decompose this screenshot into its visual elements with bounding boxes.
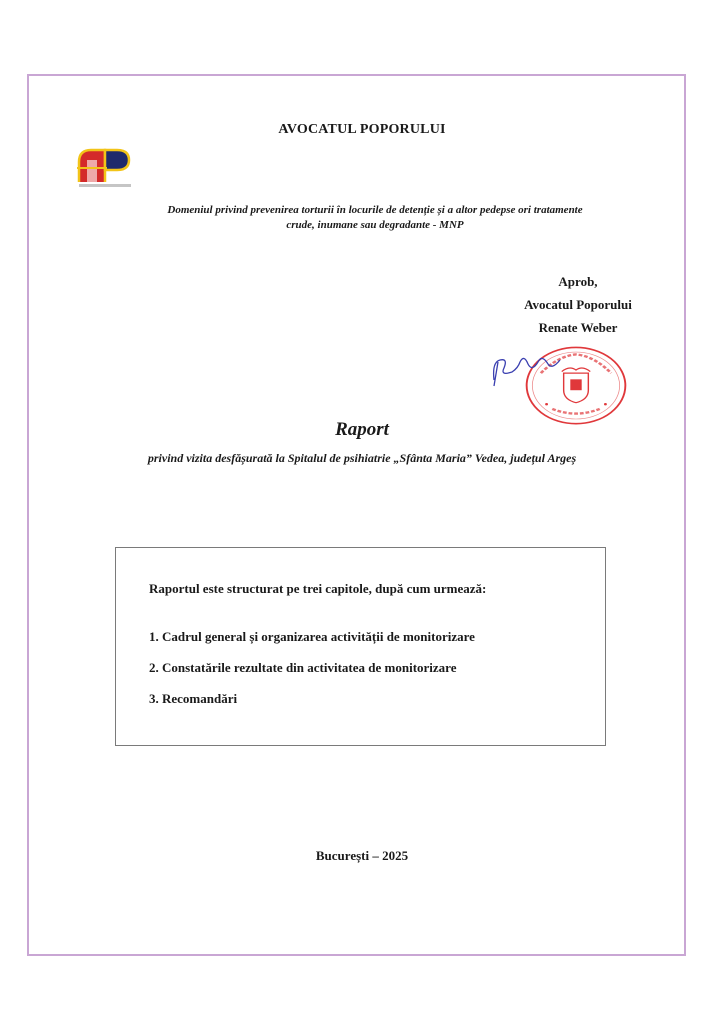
organization-logo <box>75 146 133 190</box>
report-title: Raport <box>335 419 389 440</box>
structure-intro: Raportul este structurat pe trei capitole, după cum urmează: <box>149 581 487 596</box>
chapter-item: 2. Constatările rezultate din activitatea de monitorizare <box>149 660 457 675</box>
domain-line-1: Domeniul privind prevenirea torturii în locurile de detenție și a altor pedepse ori tratamente <box>167 204 583 216</box>
domain-line-2: crude, inumane sau degradante - MNP <box>286 219 464 231</box>
approval-label: Aprob, <box>558 274 598 289</box>
domain-description <box>140 203 610 233</box>
report-subtitle: privind vizita desfășurată la Spitalul de psihiatrie „Sfânta Maria” Vedea, județul Argeș <box>147 451 577 465</box>
report-structure-box <box>115 547 606 746</box>
signature-icon <box>486 340 566 390</box>
approval-block <box>498 270 658 339</box>
handwritten-signature <box>486 340 566 390</box>
chapter-item: 3. Recomandări <box>149 691 238 706</box>
ap-logo-icon <box>75 146 133 190</box>
approval-role: Avocatul Poporului <box>524 297 632 312</box>
chapter-list <box>149 628 475 721</box>
chapter-item: 1. Cadrul general și organizarea activității de monitorizare <box>149 629 475 644</box>
place-and-year: București – 2025 <box>315 848 409 863</box>
approval-name: Renate Weber <box>538 320 618 335</box>
organization-title: AVOCATUL POPORULUI <box>278 122 446 137</box>
